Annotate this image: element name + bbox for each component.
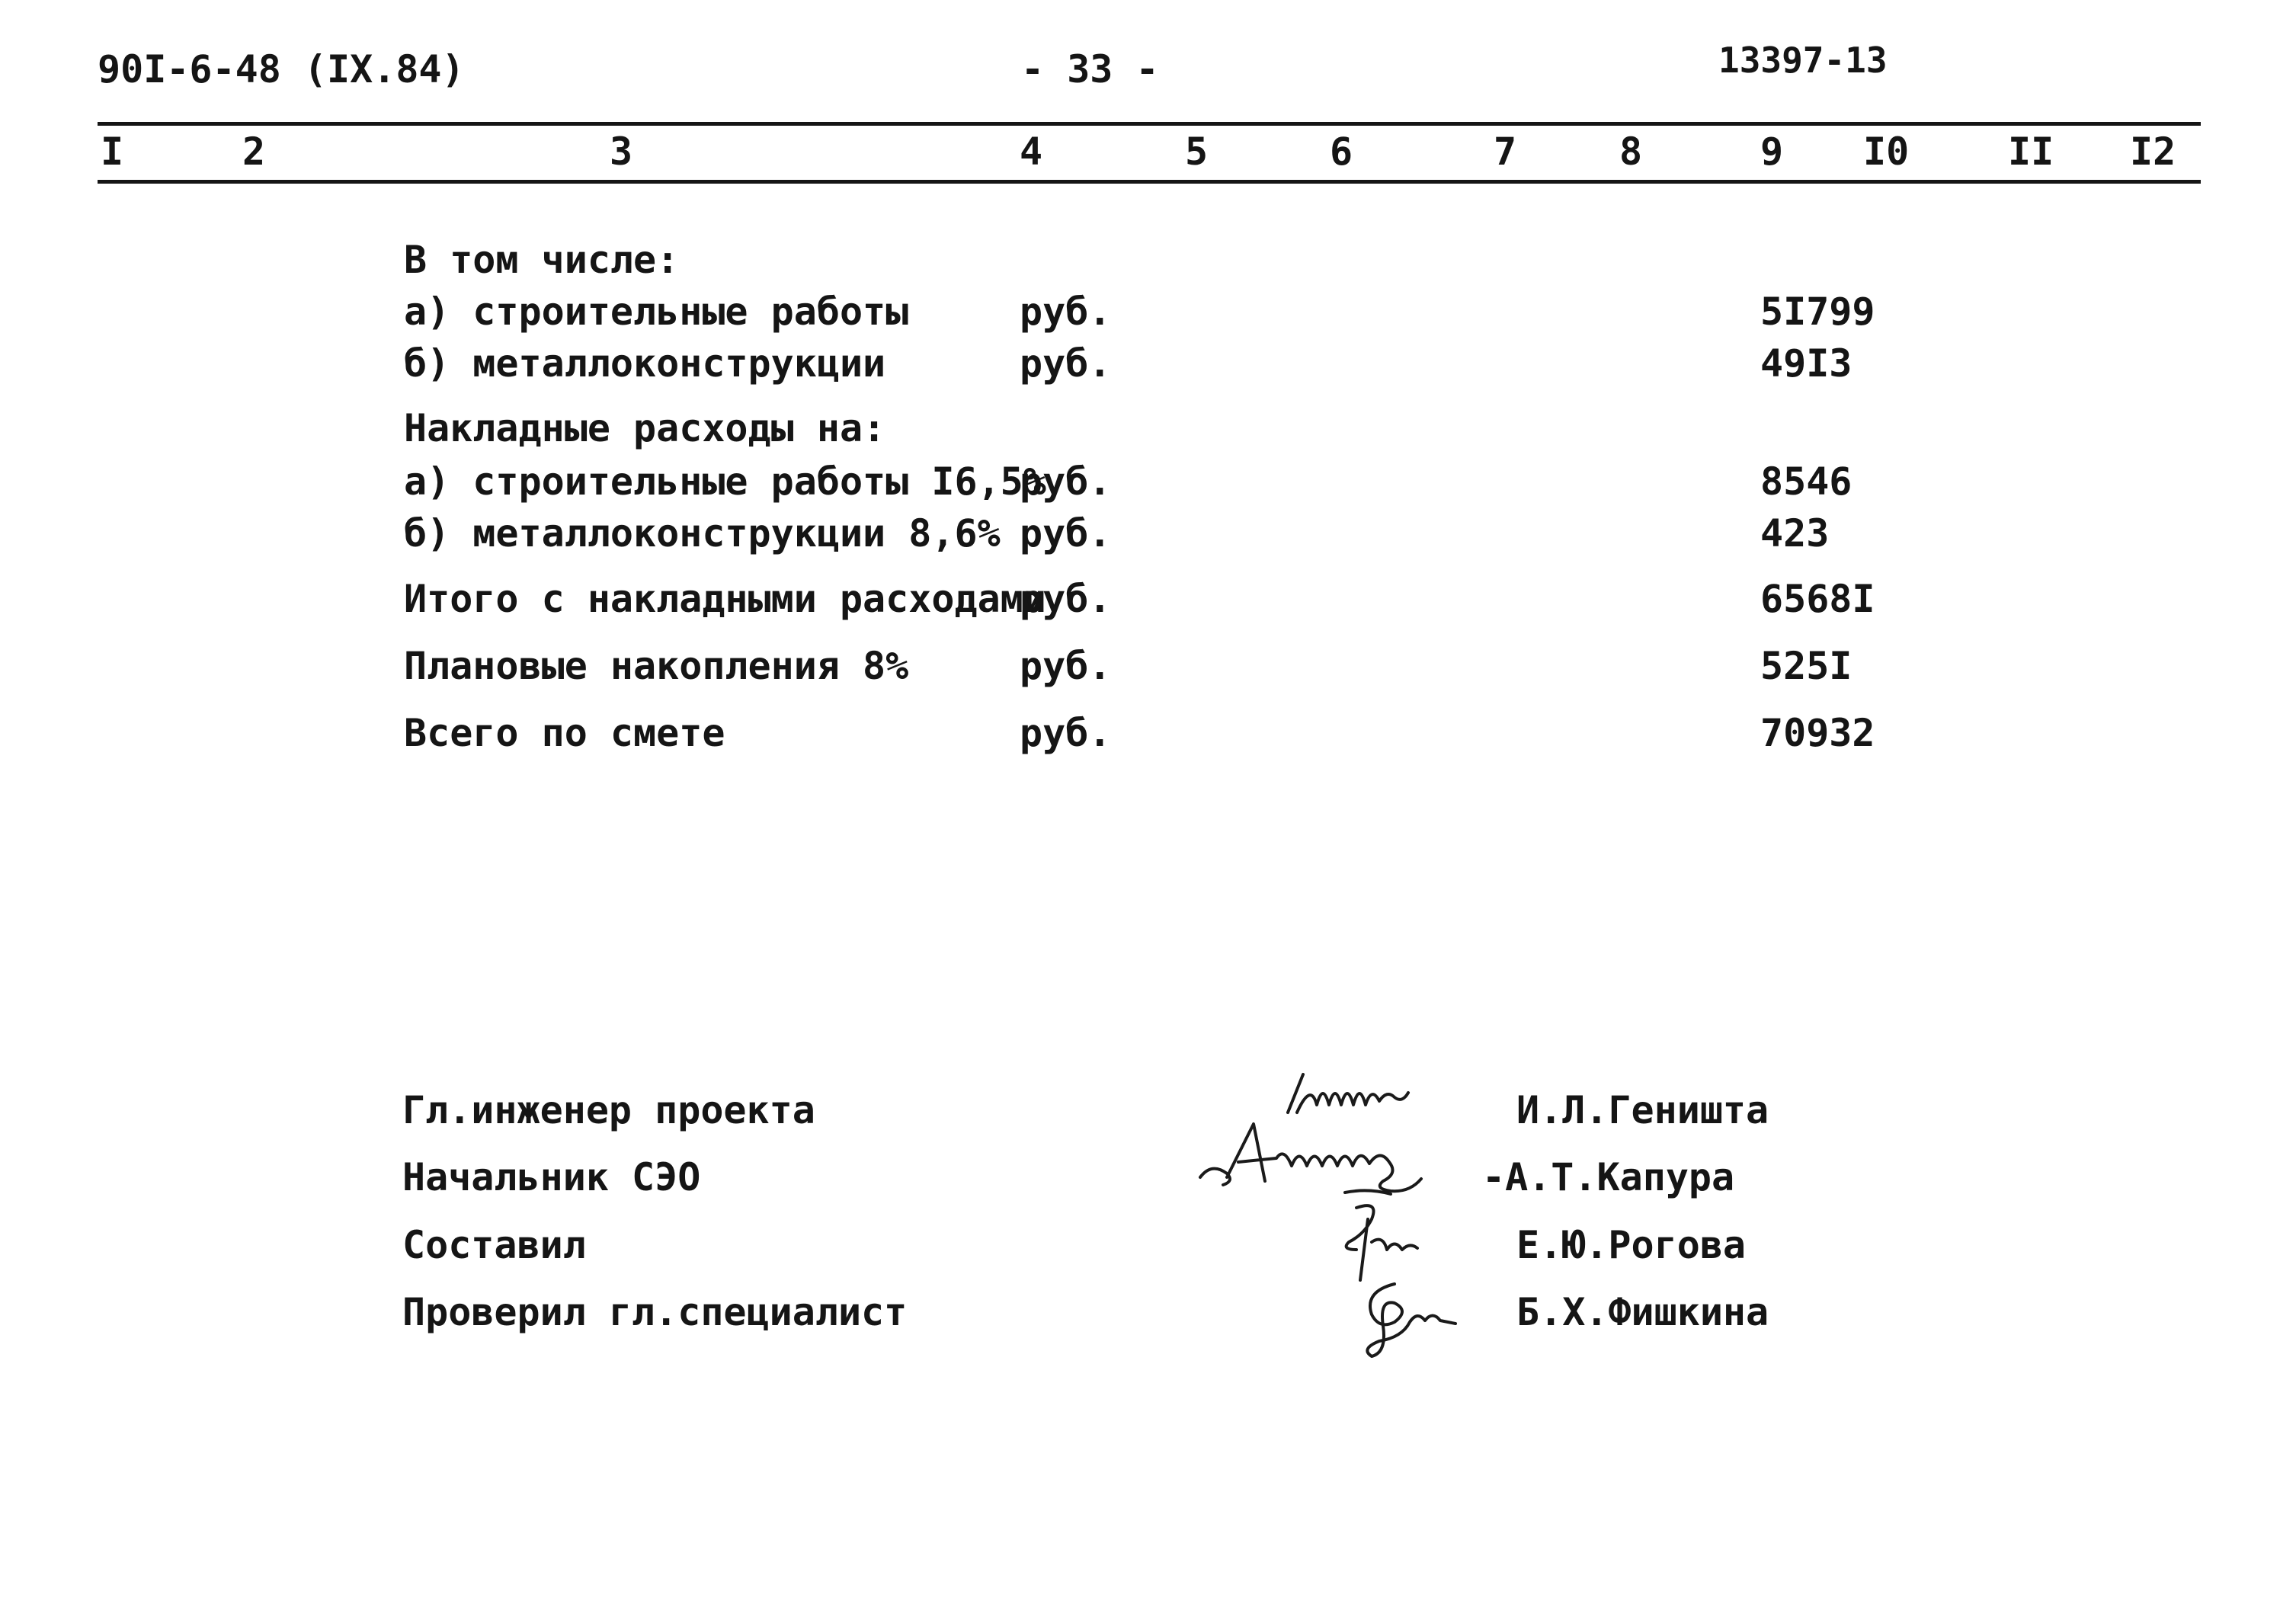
- signatory-role: Составил: [402, 1223, 586, 1267]
- signatory-role: Начальник СЭО: [402, 1155, 701, 1199]
- column-number: 8: [1619, 130, 1643, 174]
- row-name: а) строительные работы I6,5%: [404, 459, 1046, 504]
- column-number: 6: [1330, 130, 1353, 174]
- column-number: I0: [1863, 130, 1910, 174]
- column-number: 7: [1494, 130, 1517, 174]
- archive-number: 13397-13: [1718, 40, 1888, 81]
- column-number: 9: [1760, 130, 1784, 174]
- page-number: - 33 -: [1021, 47, 1159, 91]
- row-value: 525I: [1760, 644, 1852, 688]
- signatory-name: -А.Т.Капура: [1482, 1155, 1735, 1199]
- signatory-role: Гл.инженер проекта: [402, 1088, 815, 1132]
- header-bottom-rule: [98, 180, 2201, 184]
- column-number: 4: [1020, 130, 1043, 174]
- row-value: 6568I: [1760, 577, 1875, 621]
- row-name: Накладные расходы на:: [404, 406, 886, 450]
- row-name: В том числе:: [404, 238, 680, 282]
- handwritten-signature-2: [1193, 1109, 1482, 1208]
- row-unit: руб.: [1020, 459, 1112, 504]
- row-name: б) металлоконструкции: [404, 341, 886, 386]
- row-unit: руб.: [1020, 341, 1112, 386]
- row-name: Итого с накладными расходами: [404, 577, 1046, 621]
- column-number: II: [2008, 130, 2054, 174]
- signatory-name: И.Л.Геништа: [1516, 1088, 1769, 1132]
- row-name: б) металлоконструкции 8,6%: [404, 511, 1001, 555]
- signatory-name: Б.Х.Фишкина: [1516, 1290, 1769, 1334]
- row-value: 70932: [1760, 711, 1875, 755]
- row-unit: руб.: [1020, 711, 1112, 755]
- row-name: а) строительные работы: [404, 290, 909, 334]
- row-value: 49I3: [1760, 341, 1852, 386]
- column-number: 5: [1185, 130, 1209, 174]
- signatory-role: Проверил гл.специалист: [402, 1290, 908, 1334]
- row-value: 423: [1760, 511, 1830, 555]
- row-unit: руб.: [1020, 290, 1112, 334]
- column-number: I2: [2130, 130, 2176, 174]
- row-unit: руб.: [1020, 644, 1112, 688]
- row-value: 8546: [1760, 459, 1852, 504]
- signatory-name: Е.Ю.Рогова: [1516, 1223, 1747, 1267]
- document-code: 90I-6-48 (IX.84): [98, 47, 465, 91]
- row-name: Плановые накопления 8%: [404, 644, 909, 688]
- row-value: 5I799: [1760, 290, 1875, 334]
- row-unit: руб.: [1020, 511, 1112, 555]
- row-unit: руб.: [1020, 577, 1112, 621]
- top-rule: [98, 122, 2201, 126]
- handwritten-signature-4: [1349, 1269, 1471, 1368]
- row-name: Всего по смете: [404, 711, 725, 755]
- column-number: 2: [242, 130, 266, 174]
- column-number: 3: [610, 130, 633, 174]
- column-number: I: [101, 130, 124, 174]
